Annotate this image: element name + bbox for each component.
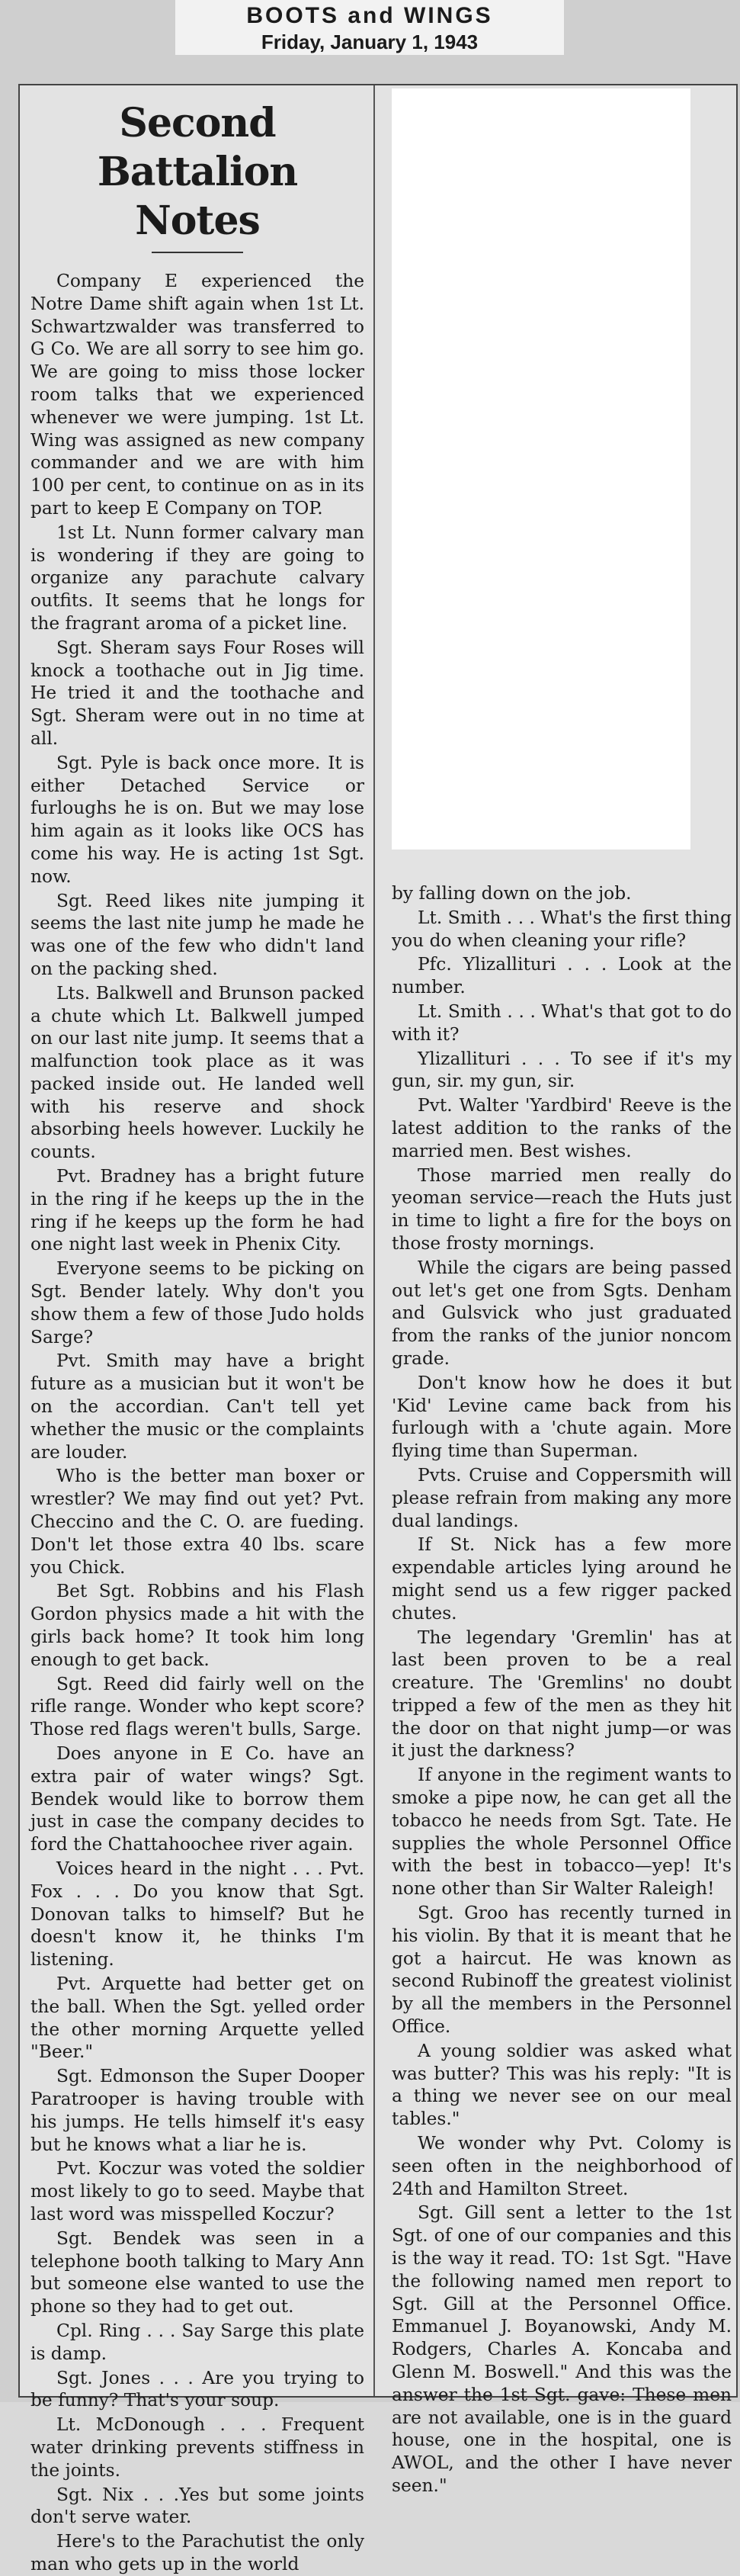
article-paragraph: Lt. McDonough . . . Frequent water drinking prevents stiffness in the joints. — [30, 2414, 364, 2481]
article-paragraph: Pvt. Walter 'Yardbird' Reeve is the latest addition to the ranks of the married men. Best wishes. — [392, 1095, 732, 1161]
newspaper-name: BOOTS and WINGS — [246, 3, 493, 28]
right-paragraphs — [392, 882, 732, 2497]
article-paragraph: While the cigars are being passed out let's get one from Sgts. Denham and Gulsvick who just graduated from the ranks of the junior noncom grade. — [392, 1257, 732, 1369]
article-paragraph: The legendary 'Gremlin' has at last been proven to be a real creature. The 'Gremlins' no doubt tripped a few of the men as they hit the door on that night jump—or was it just the darkness? — [392, 1627, 732, 1762]
article-paragraph: Lts. Balkwell and Brunson packed a chute which Lt. Balkwell jumped on our last nite jump. It seems that a malfunction took place as it was packed inside out. He landed well with his reserve and shock absorbing heels however. Luckily he counts. — [30, 982, 364, 1163]
blank-white-patch — [392, 88, 690, 850]
article-paragraph: Pvt. Bradney has a bright future in the ring if he keeps up the in the ring if he keeps up the form he had one night last week in Phenix City. — [30, 1166, 364, 1255]
article-paragraph: Those married men really do yeoman service—reach the Huts just in time to light a fire for the boys on those frosty mornings. — [392, 1164, 732, 1254]
article-paragraph: Lt. Smith . . . What's the first thing you do when cleaning your rifle? — [392, 907, 732, 951]
article-paragraph: Here's to the Parachutist the only man who gets up in the world — [30, 2531, 364, 2574]
article-paragraph: Who is the better man boxer or wrestler? We may find out yet? Pvt. Checcino and the C. O. are fueding. Don't let those extra 40 lbs. scare you Chick. — [30, 1466, 364, 1578]
article-paragraph: Pvts. Cruise and Coppersmith will please refrain from making any more dual landings. — [392, 1464, 732, 1531]
article-paragraph: Don't know how he does it but 'Kid' Levine came back from his furlough with a 'chute again. More flying time than Superman. — [392, 1372, 732, 1462]
article-paragraph: Company E experienced the Notre Dame shift again when 1st Lt. Schwartzwalder was transferred to G Co. We are all sorry to see him go. We are going to miss those locker room talks that we experienced whenever we were jumping. 1st Lt. Wing was assigned as new company commander and we are with him 100 per cent, to continue on as in its part to keep E Company on TOP. — [30, 271, 364, 519]
article-paragraph: Pvt. Koczur was voted the soldier most likely to go to seed. Maybe that last word was misspelled Koczur? — [30, 2158, 364, 2224]
article-paragraph: Sgt. Groo has recently turned in his violin. By that it is meant that he got a haircut. He was known as second Rubinoff the greatest violinist by all the members in the Personnel Office. — [392, 1903, 732, 2038]
article-paragraph: If St. Nick has a few more expendable articles lying around he might send us a few rigger packed chutes. — [392, 1534, 732, 1624]
article-paragraph: Pfc. Ylizallituri . . . Look at the number. — [392, 954, 732, 998]
left-column — [20, 85, 375, 2574]
article-paragraph: Everyone seems to be picking on Sgt. Bender lately. Why don't you show them a few of those Judo holds Sarge? — [30, 1258, 364, 1347]
article-paragraph: Voices heard in the night . . . Pvt. Fox . . . Do you know that Sgt. Donovan talks to himself? But he doesn't know it, he thinks I'm listening. — [30, 1858, 364, 1971]
article-paragraph: Sgt. Nix . . .Yes but some joints don't serve water. — [30, 2484, 364, 2528]
article-paragraph: Lt. Smith . . . What's that got to do with it? — [392, 1001, 732, 1045]
article-frame — [18, 84, 738, 2574]
headline-line-1: Second Battalion — [97, 100, 298, 195]
article-paragraph: We wonder why Pvt. Colomy is seen often in the neighborhood of 24th and Hamilton Street. — [392, 2133, 732, 2199]
article-paragraph: 1st Lt. Nunn former calvary man is wondering if they are going to organize any parachute calvary outfits. It seems that he longs for the fragrant aroma of a picket line. — [30, 522, 364, 634]
article-paragraph: Sgt. Reed did fairly well on the rifle range. Wonder who kept score? Those red flags weren't bulls, Sarge. — [30, 1673, 364, 1740]
left-paragraphs — [30, 270, 364, 2576]
masthead — [175, 0, 564, 55]
article-paragraph: Does anyone in E Co. have an extra pair of water wings? Sgt. Bendek would like to borrow them just in case the company decides to ford the Chattahoochee river again. — [30, 1743, 364, 1855]
headline-rule — [152, 252, 243, 253]
article-paragraph: A young soldier was asked what was butter? This was his reply: "It is a thing we never see on our meal tables." — [392, 2040, 732, 2130]
right-top-area — [384, 85, 736, 856]
article-paragraph: Pvt. Smith may have a bright future as a musician but it won't be on the accordian. Can't tell yet whether the music or the complaints are louder. — [30, 1351, 364, 1463]
article-paragraph: Sgt. Pyle is back once more. It is either Detached Service or furloughs he is on. But we may lose him again as it looks like OCS has come his way. He is acting 1st Sgt. now. — [30, 752, 364, 887]
article-paragraph: If anyone in the regiment wants to smoke a pipe now, he can get all the tobacco he needs from Sgt. Tate. He supplies the whole Personnel Office with the best in tobacco—yep! It's none other than Sir Walter Raleigh! — [392, 1765, 732, 1900]
article-paragraph: Cpl. Ring . . . Say Sarge this plate is damp. — [30, 2320, 364, 2364]
issue-date: Friday, January 1, 1943 — [261, 31, 479, 53]
article-paragraph: Bet Sgt. Robbins and his Flash Gordon physics made a hit with the girls back home? It took him long enough to get back. — [30, 1581, 364, 1670]
article-paragraph: Sgt. Jones . . . Are you trying to be funny? That's your soup. — [30, 2367, 364, 2411]
right-column — [392, 882, 732, 2499]
article-paragraph: by falling down on the job. — [392, 883, 632, 904]
article-paragraph: Sgt. Bendek was seen in a telephone booth talking to Mary Ann but someone else wanted to use the phone so they had to get out. — [30, 2228, 364, 2317]
article-paragraph: Sgt. Sheram says Four Roses will knock a toothache out in Jig time. He tried it and the toothache and Sgt. Sheram were out in no time at all. — [30, 637, 364, 749]
headline — [30, 99, 364, 246]
article-paragraph: Ylizallituri . . . To see if it's my gun, sir. my gun, sir. — [392, 1048, 732, 1092]
article-paragraph: Sgt. Edmonson the Super Dooper Paratrooper is having trouble with his jumps. He tells himself it's easy but he knows what a liar he is. — [30, 2066, 364, 2155]
article-paragraph: Sgt. Gill sent a letter to the 1st Sgt. of one of our companies and this is the way it read. TO: 1st Sgt. "Have the following named men report to Sgt. Gill at the Personnel Office. Emmanuel J. Boyanowski, Andy M. Rodgers, Charles A. Koncaba and Glenn M. Boswell." And this was the answer the 1st Sgt. gave: These men are not available, one is in the guard house, one in the hospital, one is AWOL, and the other I have never seen." — [392, 2202, 732, 2496]
article-paragraph: Sgt. Reed likes nite jumping it seems the last nite jump he made he was one of the few who didn't land on the packing shed. — [30, 890, 364, 979]
headline-line-2: Notes — [135, 198, 260, 244]
article-paragraph: Pvt. Arquette had better get on the ball. When the Sgt. yelled order the other morning Arquette yelled "Beer." — [30, 1973, 364, 2063]
